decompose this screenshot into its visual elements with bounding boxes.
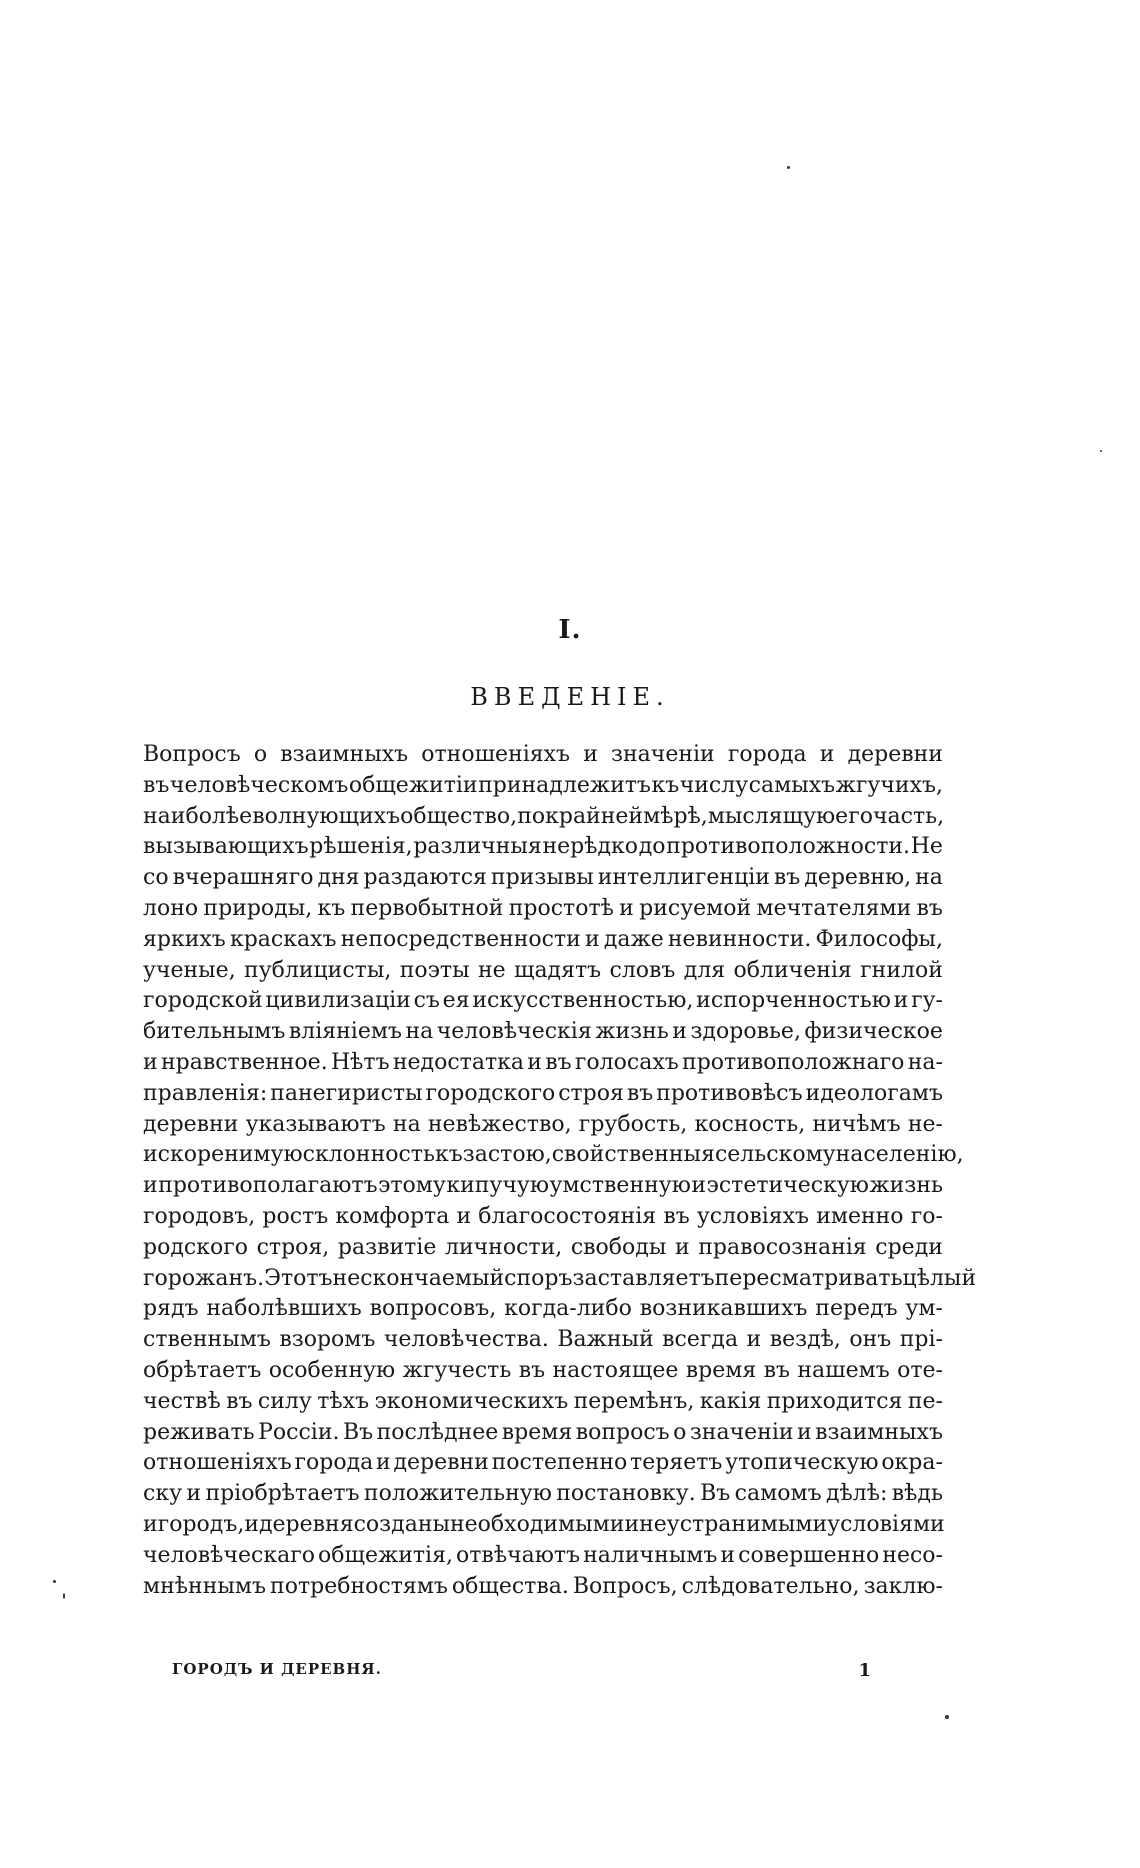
word: Вопросъ <box>143 742 241 767</box>
text-line <box>143 1572 943 1603</box>
word: заставляетъ <box>572 1265 715 1291</box>
word: вѣдь <box>891 1481 943 1507</box>
word: призывы <box>490 865 594 891</box>
word: грубость, <box>578 1111 688 1137</box>
word: взаимныхъ <box>280 742 409 767</box>
word: постановку. <box>556 1481 696 1507</box>
word: въ <box>763 1357 790 1383</box>
word: испорченностью <box>696 988 891 1014</box>
word: панегиристы <box>270 1080 423 1106</box>
word: окра- <box>881 1450 943 1476</box>
word: и <box>720 1542 736 1568</box>
text-line <box>143 1479 943 1510</box>
text-line <box>143 1017 943 1048</box>
word: словъ <box>609 957 676 983</box>
word: и <box>674 1234 690 1260</box>
word: противовѣсъ <box>656 1080 803 1106</box>
word: принадлежитъ <box>478 772 651 798</box>
word: невинности. <box>667 926 812 952</box>
word: сельскому <box>714 1142 836 1168</box>
word: къ <box>651 772 680 798</box>
word: непосредственности <box>340 926 581 952</box>
word: вліяніемъ <box>288 1019 402 1045</box>
word: простотѣ <box>508 895 614 921</box>
word: свойственныя <box>551 1142 715 1168</box>
word: Россіи. <box>258 1419 340 1445</box>
word: деревни <box>847 742 943 767</box>
word: вездѣ, <box>769 1327 841 1353</box>
word: человѣчества. <box>383 1327 549 1353</box>
word: значеніи <box>689 1419 794 1445</box>
word: въ <box>773 865 801 891</box>
word: раздаются <box>363 865 487 891</box>
word: необходимыми <box>450 1511 625 1537</box>
word: свободы <box>570 1234 667 1260</box>
word: рядъ <box>143 1296 199 1322</box>
word: физическое <box>804 1019 943 1045</box>
scan-speck <box>1100 450 1102 452</box>
word: и <box>746 1327 762 1353</box>
word: о <box>253 742 268 767</box>
text-line <box>143 1325 943 1356</box>
word: обрѣтаетъ <box>143 1357 262 1383</box>
word: на <box>915 865 943 891</box>
word: положительную <box>363 1481 552 1507</box>
word: деревни <box>143 1111 239 1137</box>
word: совершенно <box>738 1542 880 1568</box>
word: недостатка <box>392 1049 524 1075</box>
word: со <box>143 865 169 891</box>
word: нерѣдко <box>542 834 639 860</box>
word: интеллигенціи <box>597 865 770 891</box>
word: указываютъ <box>245 1111 386 1137</box>
word: го- <box>910 1203 943 1229</box>
text-line <box>143 925 943 956</box>
word: Философы, <box>815 926 943 952</box>
word: пересматривать <box>714 1265 903 1291</box>
chapter-number: I. <box>558 615 582 645</box>
word: для <box>683 957 726 983</box>
text-line <box>143 1448 943 1479</box>
word: теряетъ <box>630 1450 723 1476</box>
word: значеніи <box>611 742 715 767</box>
word: гнилой <box>860 957 943 983</box>
word: склонность <box>302 1142 435 1168</box>
word: и <box>527 1049 542 1075</box>
word: и <box>619 895 634 921</box>
word: публицисты, <box>244 957 392 983</box>
word: поэты <box>399 957 470 983</box>
word: самыхъ <box>748 772 836 798</box>
word: и <box>691 1173 707 1199</box>
text-line <box>143 832 943 863</box>
page-number: 1 <box>858 1660 872 1681</box>
text-line <box>143 863 943 894</box>
word: крайней <box>545 803 644 829</box>
word: отвѣчаютъ <box>456 1542 581 1568</box>
word: числу <box>679 772 749 798</box>
word: онъ <box>849 1327 892 1353</box>
scan-speck <box>945 1715 949 1719</box>
text-line <box>143 1510 943 1541</box>
word: голосахъ <box>574 1049 679 1075</box>
word: въ <box>916 895 943 921</box>
word: городской <box>143 988 263 1014</box>
word: вопросъ <box>575 1419 670 1445</box>
text-line <box>143 894 943 925</box>
word: человѣческаго <box>143 1542 315 1568</box>
word: косность, <box>694 1111 806 1137</box>
text-line <box>143 1264 977 1295</box>
word: городъ, <box>157 1511 245 1537</box>
word: и <box>893 988 909 1014</box>
word: и <box>583 742 598 767</box>
word: и <box>584 926 600 952</box>
word: вызывающихъ <box>143 834 309 860</box>
word: въ <box>226 1388 253 1414</box>
word: вчерашняго <box>172 865 314 891</box>
text-line <box>143 771 943 802</box>
word: краскахъ <box>229 926 337 952</box>
word: первобытной <box>350 895 504 921</box>
word: какія <box>699 1388 762 1414</box>
text-line <box>143 1140 964 1171</box>
word: всегда <box>662 1327 739 1353</box>
word: Вопросъ, <box>572 1573 678 1599</box>
word: искоренимую <box>143 1142 303 1168</box>
word: самомъ <box>734 1481 822 1507</box>
word: когда-либо <box>504 1296 632 1322</box>
text-line <box>143 802 943 833</box>
word: жизнь <box>869 1173 943 1199</box>
word: цѣлый <box>902 1265 977 1291</box>
word: комфорта <box>335 1203 450 1229</box>
word: и <box>143 1511 158 1537</box>
word: приходится <box>766 1388 903 1414</box>
word: жгучесть <box>402 1357 512 1383</box>
text-line <box>143 740 943 771</box>
word: пе- <box>907 1388 943 1414</box>
word: жгучихъ, <box>835 772 943 798</box>
text-line <box>143 1387 943 1418</box>
word: нравственное. <box>160 1049 328 1075</box>
word: въ <box>143 772 170 798</box>
body-text <box>143 740 977 1602</box>
word: постепенно <box>491 1450 628 1476</box>
word: отношеніяхъ <box>421 742 571 767</box>
word: о <box>673 1419 687 1445</box>
word: родского <box>143 1234 248 1260</box>
word: этому <box>378 1173 446 1199</box>
scan-speck <box>63 1593 65 1599</box>
word: не <box>477 957 506 983</box>
word: щадятъ <box>513 957 602 983</box>
word: время <box>501 1419 573 1445</box>
word: наболѣвшихъ <box>206 1296 362 1322</box>
word: противополагаютъ <box>158 1173 378 1199</box>
text-line <box>143 1171 943 1202</box>
word: на <box>405 1019 434 1045</box>
word: мыслящую <box>707 803 836 829</box>
word: Въ <box>700 1481 731 1507</box>
word: Нѣтъ <box>330 1049 390 1075</box>
word: оте- <box>897 1357 943 1383</box>
word: часть, <box>872 803 945 829</box>
word: мнѣннымъ <box>143 1573 266 1599</box>
word: общество, <box>400 803 518 829</box>
word: Этотъ <box>264 1265 333 1291</box>
word: городского <box>425 1080 556 1106</box>
word: не- <box>907 1111 943 1137</box>
text-line <box>143 1110 943 1141</box>
word: личности, <box>444 1234 563 1260</box>
word: и <box>143 1049 158 1075</box>
word: общежитіи <box>348 772 478 798</box>
word: эстетическую <box>706 1173 869 1199</box>
word: яркихъ <box>143 926 226 952</box>
word: мѣрѣ, <box>643 803 708 829</box>
word: настоящее <box>552 1357 679 1383</box>
word: именно <box>816 1203 904 1229</box>
word: экономическихъ <box>374 1388 569 1414</box>
word: споръ <box>504 1265 573 1291</box>
word: въ <box>518 1357 546 1383</box>
word: послѣднее <box>376 1419 499 1445</box>
word: волнующихъ <box>252 803 401 829</box>
word: утопическую <box>725 1450 879 1476</box>
scan-speck <box>787 166 790 169</box>
text-line <box>143 1294 943 1325</box>
word: пріобрѣтаетъ <box>205 1481 360 1507</box>
word: реживать <box>143 1419 255 1445</box>
word: правосознанія <box>698 1234 867 1260</box>
word: даже <box>603 926 664 952</box>
word: перемѣнъ, <box>573 1388 695 1414</box>
word: противоположнаго <box>682 1049 905 1075</box>
word: и <box>456 1203 472 1229</box>
chapter-title: ВВЕДЕНІЕ. <box>470 683 670 711</box>
text-line <box>143 1048 943 1079</box>
word: и <box>796 1419 812 1445</box>
text-line <box>143 1418 943 1449</box>
word: ственнымъ <box>143 1327 271 1353</box>
word: до <box>638 834 666 860</box>
word: искусственностью, <box>472 988 694 1014</box>
word: строя, <box>256 1234 330 1260</box>
word: слѣдовательно, <box>681 1573 860 1599</box>
word: въ <box>545 1049 572 1075</box>
word: передъ <box>815 1296 898 1322</box>
text-line <box>143 1079 943 1110</box>
word: отношеніяхъ <box>143 1450 292 1476</box>
word: ум- <box>905 1296 943 1322</box>
word: тѣхъ <box>317 1388 370 1414</box>
word: неустранимыми <box>639 1511 828 1537</box>
word: и <box>186 1481 202 1507</box>
word: развитіе <box>337 1234 437 1260</box>
word: на <box>392 1111 421 1137</box>
word: противоположности. <box>666 834 911 860</box>
word: и <box>376 1450 391 1476</box>
word: къ <box>434 1142 463 1168</box>
word: человѣческомъ <box>169 772 349 798</box>
word: невѣжество, <box>427 1111 572 1137</box>
word: чествѣ <box>143 1388 221 1414</box>
word: деревня <box>258 1511 354 1537</box>
word: населенію, <box>835 1142 964 1168</box>
word: вопросовъ, <box>369 1296 497 1322</box>
footer-signature: ГОРОДЪ И ДЕРЕВНЯ. <box>172 1660 382 1678</box>
word: особенную <box>268 1357 396 1383</box>
word: ничѣмъ <box>812 1111 901 1137</box>
word: въ <box>626 1080 654 1106</box>
word: умственную <box>549 1173 691 1199</box>
word: несо- <box>882 1542 943 1568</box>
word: городовъ, <box>143 1203 256 1229</box>
word: взоромъ <box>279 1327 376 1353</box>
word: возникавшихъ <box>639 1296 808 1322</box>
word: рисуемой <box>639 895 752 921</box>
word: созданы <box>353 1511 450 1537</box>
word: дня <box>317 865 360 891</box>
word: жизнь <box>595 1019 669 1045</box>
word: наличнымъ <box>583 1542 718 1568</box>
word: къ <box>317 895 346 921</box>
word: по <box>517 803 546 829</box>
word: ску <box>143 1481 183 1507</box>
word: различныя <box>413 834 542 860</box>
word: застою, <box>462 1142 552 1168</box>
word: гу- <box>911 988 943 1014</box>
word: общежитія, <box>318 1542 453 1568</box>
word: идеологамъ <box>805 1080 943 1106</box>
text-line <box>143 1356 943 1387</box>
text-line <box>143 986 943 1017</box>
word: деревню, <box>804 865 912 891</box>
word: мечтателями <box>756 895 912 921</box>
word: дѣлѣ: <box>825 1481 888 1507</box>
word: и <box>624 1511 640 1537</box>
word: потребностямъ <box>270 1573 448 1599</box>
word: наиболѣе <box>143 803 253 829</box>
word: въ <box>663 1203 690 1229</box>
word: время <box>685 1357 757 1383</box>
word: заклю- <box>863 1573 943 1599</box>
word: природы, <box>203 895 313 921</box>
word: города <box>727 742 807 767</box>
word: ростъ <box>262 1203 329 1229</box>
word: обличенія <box>733 957 852 983</box>
word: ея <box>442 988 470 1014</box>
word: нескончаемый <box>332 1265 505 1291</box>
text-line <box>143 956 943 987</box>
text-line <box>143 1202 943 1233</box>
word: его <box>835 803 873 829</box>
word: строя <box>558 1080 624 1106</box>
word: деревни <box>393 1450 489 1476</box>
word: на- <box>907 1049 943 1075</box>
word: благосостоянія <box>478 1203 657 1229</box>
word: Важный <box>557 1327 654 1353</box>
word: нашемъ <box>797 1357 890 1383</box>
word: рѣшенія, <box>309 834 413 860</box>
word: прі- <box>899 1327 943 1353</box>
word: Не <box>910 834 943 860</box>
word: и <box>672 1019 687 1045</box>
word: и <box>143 1173 158 1199</box>
word: лоно <box>143 895 199 921</box>
word: цивилизаціи <box>265 988 411 1014</box>
word: ученые, <box>143 957 236 983</box>
word: здоровье, <box>690 1019 801 1045</box>
word: Въ <box>342 1419 374 1445</box>
word: съ <box>413 988 440 1014</box>
page-footer <box>172 1660 872 1681</box>
word: силу <box>257 1388 312 1414</box>
scan-speck <box>53 1580 56 1583</box>
word: и <box>244 1511 259 1537</box>
word: правленія: <box>143 1080 268 1106</box>
word: и <box>819 742 835 767</box>
word: общества. <box>451 1573 569 1599</box>
word: условіяхъ <box>696 1203 810 1229</box>
word: условіями <box>827 1511 945 1537</box>
text-line <box>143 1541 943 1572</box>
word: взаимныхъ <box>815 1419 943 1445</box>
word: кипучую <box>446 1173 550 1199</box>
text-line <box>143 1233 943 1264</box>
word: города <box>294 1450 374 1476</box>
word: человѣческія <box>436 1019 592 1045</box>
word: бительнымъ <box>143 1019 286 1045</box>
word: среди <box>875 1234 943 1260</box>
word: горожанъ. <box>143 1265 265 1291</box>
